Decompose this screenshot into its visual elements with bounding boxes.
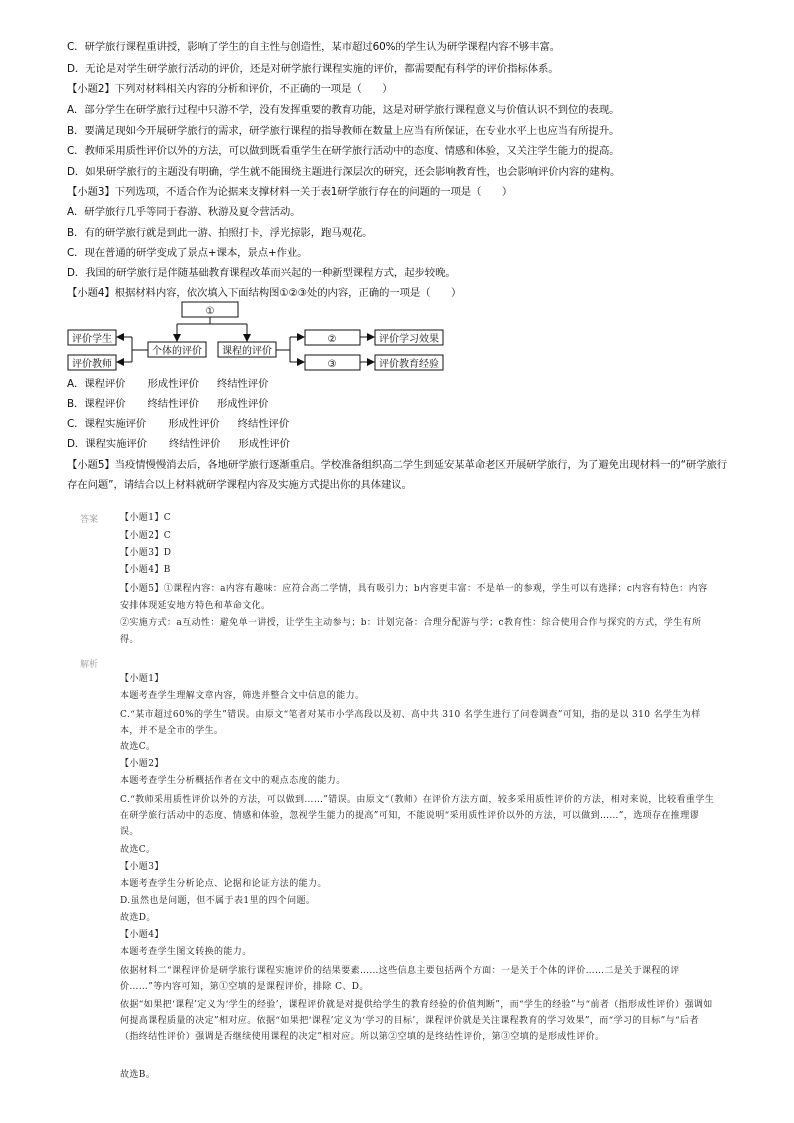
analysis-2-line-1: 本题考查学生分析概括作者在文中的观点态度的能力。 (120, 776, 346, 786)
q5-line-2: 存在问题”，请结合以上材料就研学课程内容及实施方式提出你的具体建议。 (67, 479, 412, 491)
analysis-1-line-2: C.“某市超过60%的学生”错误。由原文“笔者对某市小学高段以及初、高中共 310 名学生进行了问卷调查”可知，指的是以 310 名学生为样本，并不是全市的学生。 (120, 710, 701, 736)
label-individual: 个体的评价 (152, 346, 202, 357)
analysis-2-line-3: 故选C。 (120, 845, 156, 855)
label-2: ② (327, 334, 337, 345)
analysis-4-title: 【小题4】 (120, 930, 164, 940)
analysis-4-line-1: 本题考查学生图文转换的能力。 (120, 947, 252, 957)
label-left-top: 评价学生 (72, 334, 112, 345)
structure-diagram (60, 300, 460, 376)
analysis-1-line-3: 故选C。 (120, 742, 156, 752)
answer-line-2: 【小题2】C (120, 531, 172, 541)
answer-label: 答案 (80, 515, 99, 525)
q3-option-b: B．有的研学旅行就是到此一游、拍照打卡，浮光掠影，跑马观花。 (67, 227, 373, 239)
label-right-bottom: 评价教育经验 (379, 359, 439, 370)
label-left-bottom: 评价教师 (72, 359, 112, 370)
q4-option-d: D．课程实施评价 终结性评价 形成性评价 (67, 438, 290, 450)
analysis-3-line-3: 故选D。 (120, 913, 156, 923)
q2-option-c: C．教师采用质性评价以外的方法，可以做到既看重学生在研学旅行活动中的态度、情感和体验，又关注学生能力的提高。 (67, 145, 620, 157)
analysis-3-line-1: 本题考查学生分析论点、论据和论证方法的能力。 (120, 879, 327, 889)
q3-option-c: C．现在普通的研学变成了景点+课本，景点+作业。 (67, 247, 308, 259)
label-1: ① (205, 306, 215, 317)
q3-option-a: A．研学旅行几乎等同于春游、秋游及夏令营活动。 (67, 206, 301, 218)
analysis-3-title: 【小题3】 (120, 862, 164, 872)
answer-line-1: 【小题1】C (120, 513, 172, 523)
analysis-4-line-2: 依据材料二“课程评价是研学旅行课程实施评价的结果要素……这些信息主要包括两个方面：一是关于个体的评价……二是关于课程的评价……”等内容可知，第①空填的是课程评价，排除 C、D。 (120, 966, 680, 992)
q2-option-d: D．如果研学旅行的主题没有明确，学生就不能围绕主题进行深层次的研究，还会影响教育性，也会影响评价内容的建构。 (67, 166, 621, 178)
label-3: ③ (327, 359, 337, 370)
q3-stem: 【小题3】下列选项，不适合作为论据来支撑材料一关于表1研学旅行存在的问题的一项是（ ） (67, 186, 513, 198)
q4-option-b: B．课程评价 终结性评价 形成性评价 (67, 398, 269, 410)
analysis-4-line-4: 故选B。 (120, 1070, 156, 1080)
answer-line-4: 【小题4】B (120, 565, 171, 575)
q2-stem: 【小题2】下列对材料相关内容的分析和评价，不正确的一项是（ ） (67, 83, 393, 95)
answer-q5-method: ②实施方式：a互动性：避免单一讲授，让学生主动参与；b：计划完备：合理分配游与学；c教育性：综合使用合作与探究的方式，学生有所得。 (120, 618, 702, 645)
analysis-4-line-3: 依据“如果把‘课程’定义为‘学生的经验’，课程评价就是对提供给学生的教育经验的价值判断”，而“学生的经验”与“前者（指形成性评价）强调如何提高课程质量的决定”相对应。依据“如果把‘课程’定义为‘学习的目标’，课程评价就是关注课程教育的学习效果”，而“学习的目标”与“后者（指终结性评价）强调是否继续使用课程的决定”相对应。所以第②空填的是终结性评价，第③空填的是形成性评价。 (120, 1000, 713, 1042)
answer-q5-content: 【小题5】①课程内容：a内容有趣味：应符合高二学情，具有吸引力；b内容更丰富：不是单一的参观，学生可以有选择；c内容有特色：内容安排体现延安地方特色和革命文化。 (120, 584, 708, 611)
q4-option-c: C．课程实施评价 形成性评价 终结性评价 (67, 418, 290, 430)
analysis-1-title: 【小题1】 (120, 674, 164, 684)
q4-option-a: A．课程评价 形成性评价 终结性评价 (67, 378, 269, 390)
analysis-label: 解析 (80, 660, 99, 670)
q1-option-d: D．无论是对学生研学旅行活动的评价，还是对研学旅行课程实施的评价，都需要配有科学的评价指标体系。 (67, 63, 559, 75)
q4-stem: 【小题4】根据材料内容，依次填入下面结构图①②③处的内容，正确的一项是（ ） (67, 287, 462, 299)
analysis-2-title: 【小题2】 (120, 759, 164, 769)
label-right-top: 评价学习效果 (379, 334, 439, 345)
analysis-3-line-2: D.虽然也是问题，但不属于表1里的四个问题。 (120, 896, 316, 906)
analysis-2-line-2: C.“教师采用质性评价以外的方法，可以做到……”错误。由原文“（教师）在评价方法方面，较多采用质性评价的方法，相对来说，比较看重学生在研学旅行活动中的态度、情感和体验，忽视学生能力的提高”可知，不能说明“采用质性评价以外的方法，可以做到……”，选项存在推理谬误。 (120, 795, 715, 837)
analysis-1-line-1: 本题考查学生理解文章内容，筛选并整合文中信息的能力。 (120, 691, 365, 701)
q1-option-c: C．研学旅行课程重讲授，影响了学生的自主性与创造性，某市超过60%的学生认为研学课程内容不够丰富。 (67, 41, 561, 53)
q2-option-a: A．部分学生在研学旅行过程中只游不学，没有发挥重要的教育功能，这是对研学旅行课程意义与价值认识不到位的表现。 (67, 104, 620, 116)
answer-line-3: 【小题3】D (120, 548, 172, 558)
q3-option-d: D．我国的研学旅行是伴随基础教育课程改革而兴起的一种新型课程方式，起步较晚。 (67, 267, 456, 279)
label-course: 课程的评价 (222, 346, 272, 357)
q5-line-1: 【小题5】当疫情慢慢消去后，各地研学旅行逐渐重启。学校准备组织高二学生到延安某革命老区开展研学旅行，为了避免出现材料一的“研学旅行 (67, 459, 728, 471)
q2-option-b: B．要满足现如今开展研学旅行的需求，研学旅行课程的指导教师在数量上应当有所保证，在专业水平上也应当有所提升。 (67, 125, 620, 137)
